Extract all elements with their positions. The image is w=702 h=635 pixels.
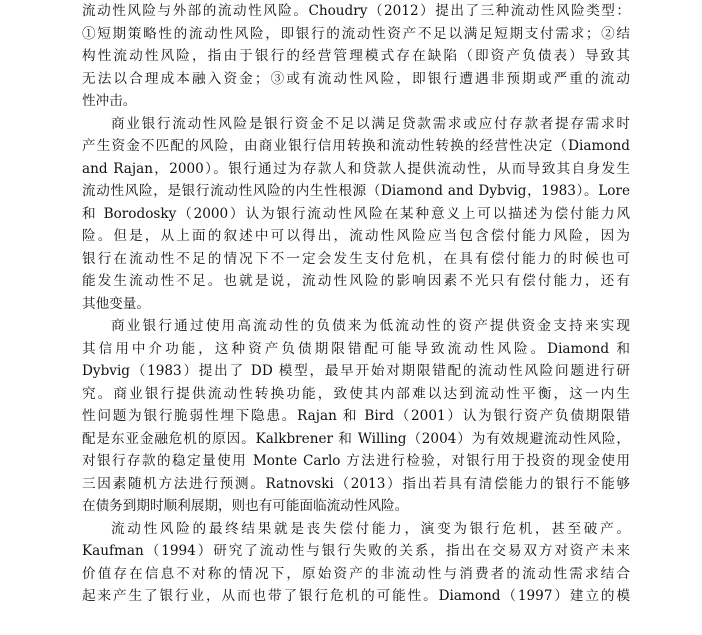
text-line: 银行在流动性不足的情况下不一定会发生支付危机，在具有偿付能力的时候也可 (82, 250, 630, 267)
text-line: 无法以合理成本融入资金；③或有流动性风险，即银行遭遇非预期或严重的流动 (82, 70, 630, 87)
text-line: 配是东亚金融危机的原因。Kalkbrener 和 Willing（2004）为有效规避流动性风险， (82, 430, 630, 447)
text-line: 究。商业银行提供流动性转换功能，致使其内部难以达到流动性平衡，这一内生 (82, 385, 630, 402)
text-line: 三因素随机方法进行预测。Ratnovski（2013）指出若具有清偿能力的银行不能够 (82, 475, 630, 492)
document-page (82, 0, 630, 608)
text-line: 其他变量。 (82, 295, 150, 312)
text-line: ①短期策略性的流动性风险，即银行的流动性资产不足以满足短期支付需求；②结 (82, 25, 630, 42)
text-line: 和 Borodosky（2000）认为银行流动性风险在某种意义上可以描述为偿付能力风 (82, 205, 630, 222)
text-line: 能发生流动性不足。也就是说，流动性风险的影响因素不光只有偿付能力，还有 (82, 273, 630, 289)
text-line: Dybvig（1983）提出了 DD 模型，最早开始对期限错配的流动性风险问题进行研 (82, 363, 630, 379)
paragraph (82, 0, 630, 113)
text-line: 流动性风险，是银行流动性风险的内生性根源（Diamond and Dybvig，1983）。Lore (82, 183, 630, 199)
text-line: 产生资金不匹配的风险，由商业银行信用转换和流动性转换的经营性决定（Diamond (82, 138, 630, 154)
text-line: 构性流动性风险，指由于银行的经营管理模式存在缺陷（即资产负债表）导致其 (82, 48, 630, 64)
text-line: 商业银行流动性风险是银行资金不足以满足贷款需求或应付存款者提存需求时 (111, 115, 630, 132)
text-line: 性问题为银行脆弱性埋下隐患。Rajan 和 Bird（2001）认为银行资产负债期限错 (82, 408, 630, 424)
text-line: 起来产生了银行业，从而也带了银行危机的可能性。Diamond（1997）建立的模 (82, 588, 630, 604)
text-line: 其信用中介功能，这种资产负债期限错配可能导致流动性风险。Diamond 和 (82, 340, 630, 357)
text-line: 商业银行通过使用高流动性的负债来为低流动性的资产提供资金支持来实现 (111, 318, 630, 334)
text-line: and Rajan，2000）。银行通过为存款人和贷款人提供流动性，从而导致其自身发生 (82, 160, 630, 177)
text-line: Kaufman（1994）研究了流动性与银行失败的关系，指出在交易双方对资产未来 (82, 543, 630, 559)
paragraph (82, 113, 630, 316)
text-line: 险。但是，从上面的叙述中可以得出，流动性风险应当包含偿付能力风险，因为 (82, 228, 630, 244)
text-line: 在债务到期时顺利展期，则也有可能面临流动性风险。 (82, 498, 409, 514)
text-line: 流动性风险的最终结果就是丧失偿付能力，演变为银行危机，甚至破产。 (111, 520, 630, 537)
paragraph (82, 315, 630, 518)
text-line: 性冲击。 (82, 93, 137, 109)
text-line: 价值存在信息不对称的情况下，原始资产的非流动性与消费者的流动性需求结合 (82, 565, 630, 582)
paragraph (82, 518, 630, 608)
text-line: 对银行存款的稳定量使用 Monte Carlo 方法进行检验，对银行用于投资的现金使用 (82, 453, 630, 469)
text-line: 流动性风险与外部的流动性风险。Choudry（2012）提出了三种流动性风险类型： (82, 3, 630, 19)
